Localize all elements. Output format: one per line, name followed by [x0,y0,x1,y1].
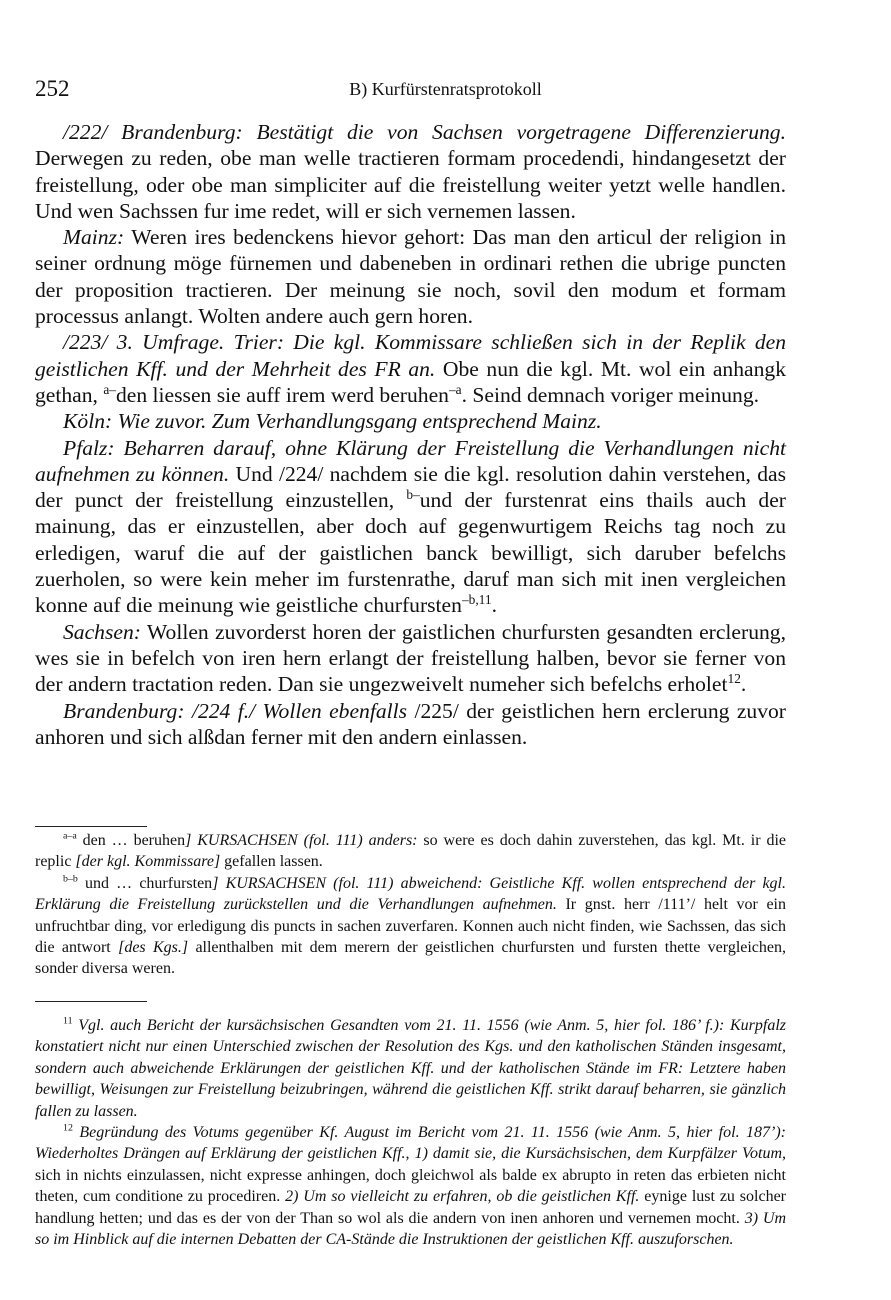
speaker-lead: Köln: Wie zuvor. Zum Verhandlungsgang entsprechend Mainz. [63,409,602,434]
apparatus-italic: ] KURSACHSEN (fol. 111) abweichend: Geistliche Kff. wollen entsprechend der kgl. Erklärung die Freistellung zurückstellen und die Verhandlungen aufnehmen. [35,874,786,914]
apparatus-text: Ir gnst. herr /111’/ helt vor ein unfruchtbar ding, vor erledigung dis puncts in sachen zuverfaren. Konnen auch nicht finden, wie Sachssen, das sich die antwort [35,896,786,957]
footnote-mark: –b,11 [461,592,492,608]
footnote-italic: 2) Um so vielleicht zu erfahren, ob die geistlichen Kff. [285,1188,640,1206]
apparatus-lemma: und … churfursten [77,874,213,892]
paragraph-mainz [35,224,786,329]
footnote-12 [35,1122,786,1250]
paragraph-text: . [740,672,747,697]
paragraph-brandenburg-2 [35,698,786,751]
speaker-lead: Sachsen: [63,619,141,644]
footnote-mark: 12 [727,671,741,687]
apparatus-italic: ] KURSACHSEN (fol. 111) anders: [185,832,418,849]
footnote-number: 11 [63,1015,73,1027]
paragraph-text: Derwegen zu reden, obe man welle tractieren formam procedendi, hindangesetzt der freistellung, oder obe man simpliciter auf die freistellung weiter yetzt welle handlen. Und wen Sachssen fur ime redet, will er sich vernemen lassen. [35,146,786,223]
paragraph-trier [35,329,786,408]
apparatus-italic: [des Kgs.] [118,939,189,957]
paragraph-text: /225/ der geistlichen hern erclerung zuvor anhoren und sich alßdan ferner mit den andern einlassen. [35,698,786,749]
paragraph-text: Weren ires bedenckens hievor gehort: Das man den articul der religion in seiner ordnung möge fürnemen und dabeneben in ordinari rethen die ubrige puncten der proposition tractieren. Der meinung sie noch, sovil den modum et formam processus anlangt. Wolten andere auch gern horen. [35,225,786,329]
main-text [35,119,786,750]
page-header [35,76,856,106]
apparatus-mark: a– [103,381,116,397]
page-number: 252 [35,76,70,101]
running-title: B) Kurfürstenratsprotokoll [349,79,542,99]
apparatus-entry-a [35,830,786,873]
apparatus-mark: a–a [63,830,77,842]
apparatus-italic: [der kgl. Kommissare] [75,853,221,871]
apparatus-text: allenthalben mit dem merern der geistlichen churfursten und fursten thette vergleichen, sonder diversa weren. [35,939,787,978]
apparatus-divider [35,826,147,827]
paragraph-brandenburg-1 [35,119,786,224]
footnote-11 [35,1015,786,1122]
paragraph-text: . Seind demnach voriger meinung. [461,382,760,407]
footnote-text: sich in nichts einzulassen, nicht expresse anhingen, doch gleichwol als balde ex abrupto in reten das erbieten nicht theten, cum conditione zu procediren. [35,1166,786,1206]
paragraph-text: Obe nun die kgl. Mt. wol ein anhangk gethan, [35,356,786,407]
paragraph-text: Und /224/ nachdem sie die kgl. resolution dahin verstehen, das der punct der freistellung einzustellen, [35,461,787,513]
paragraph-text: und der furstenrat eins thails auch der mainung, das er einzustellen, aber doch auf gegenwurtigem Reichs tag noch zu erledigen, waruf die auf der gaistlichen banck bewilligt, sich daruber befelchs zuerholen, so were kein meher im furstenrathe, daruf man sich mit inen vergleichen konne auf die meinung wie geistliche churfursten [35,488,787,618]
speaker-lead: Pfalz: Beharren darauf, ohne Klärung der Freistellung die Verhandlungen nicht aufnehmen zu können. [35,435,786,486]
paragraph-text: . [491,593,497,618]
footnote-number: 12 [63,1122,73,1134]
footnote-italic: 3) Um so im Hinblick auf die internen Debatten der CA-Stände die Instruktionen der geistlichen Kff. auszuforschen. [35,1209,787,1249]
apparatus-mark: –a [448,381,462,397]
speaker-lead: Mainz: [63,225,125,250]
footnote-divider [35,1001,147,1002]
footnote-text: eynige lust zu solcher handlung hetten; und das es der von der Than so wol als die andern von inen anhoren und vernemen mocht. [35,1188,786,1227]
paragraph-sachsen [35,619,786,698]
paragraph-text: Wollen zuvorderst horen der gaistlichen churfursten gesandten erclerung, wes sie in befelch von iren hern erlangt der freistellung halben, bevor sie ferner von der andern tractation reden. Dan sie ungezweivelt numeher sich befelchs erholet [35,619,786,697]
apparatus-lemma: den … beruhen [76,832,186,849]
apparatus-text: so were es doch dahin zuverstehen, das kgl. Mt. ir die replic [35,832,786,871]
apparatus-entry-b [35,873,786,980]
speaker-lead: /223/ 3. Umfrage. Trier: Die kgl. Kommissare schließen sich in der Replik den geistlichen Kff. und der Mehrheit des FR an. [35,330,786,381]
footnote-italic: Vgl. auch Bericht der kursächsischen Gesandten vom 21. 11. 1556 (wie Anm. 5, hier fol. 186’ f.): Kurpfalz konstatiert nicht nur einen Unterschied zwischen der Resolution des Kgs. und den katholischen Ständen insgesamt, sondern auch abweichende Erklärungen der geistlichen Kff. und der katholischen Stände im FR: Letztere haben bewilligt, Weisungen zur Freistellung beizubringen, während die geistlichen Kff. strikt darauf beharren, sie gänzlich fallen zu lassen. [35,1017,786,1120]
speaker-lead: Brandenburg: /224 f./ Wollen ebenfalls [63,698,408,723]
text-apparatus [35,830,786,980]
footnotes [35,1015,786,1250]
paragraph-text: den liessen sie auff irem werd beruhen [115,382,449,407]
paragraph-pfalz [35,435,786,619]
apparatus-text: gefallen lassen. [220,853,323,871]
apparatus-mark: b– [406,486,420,502]
apparatus-mark: b–b [63,873,78,885]
paragraph-koeln [35,408,786,434]
speaker-lead: /222/ Brandenburg: Bestätigt die von Sachsen vorgetragene Differenzierung. [63,120,786,144]
footnote-italic: Begründung des Votums gegenüber Kf. August im Bericht vom 21. 11. 1556 (wie Anm. 5, hier fol. 187’): Wiederholtes Drängen auf Erklärung der geistlichen Kff., 1) damit sie, die Kursächsischen, dem Kurpfälzer Votum, [35,1124,786,1163]
